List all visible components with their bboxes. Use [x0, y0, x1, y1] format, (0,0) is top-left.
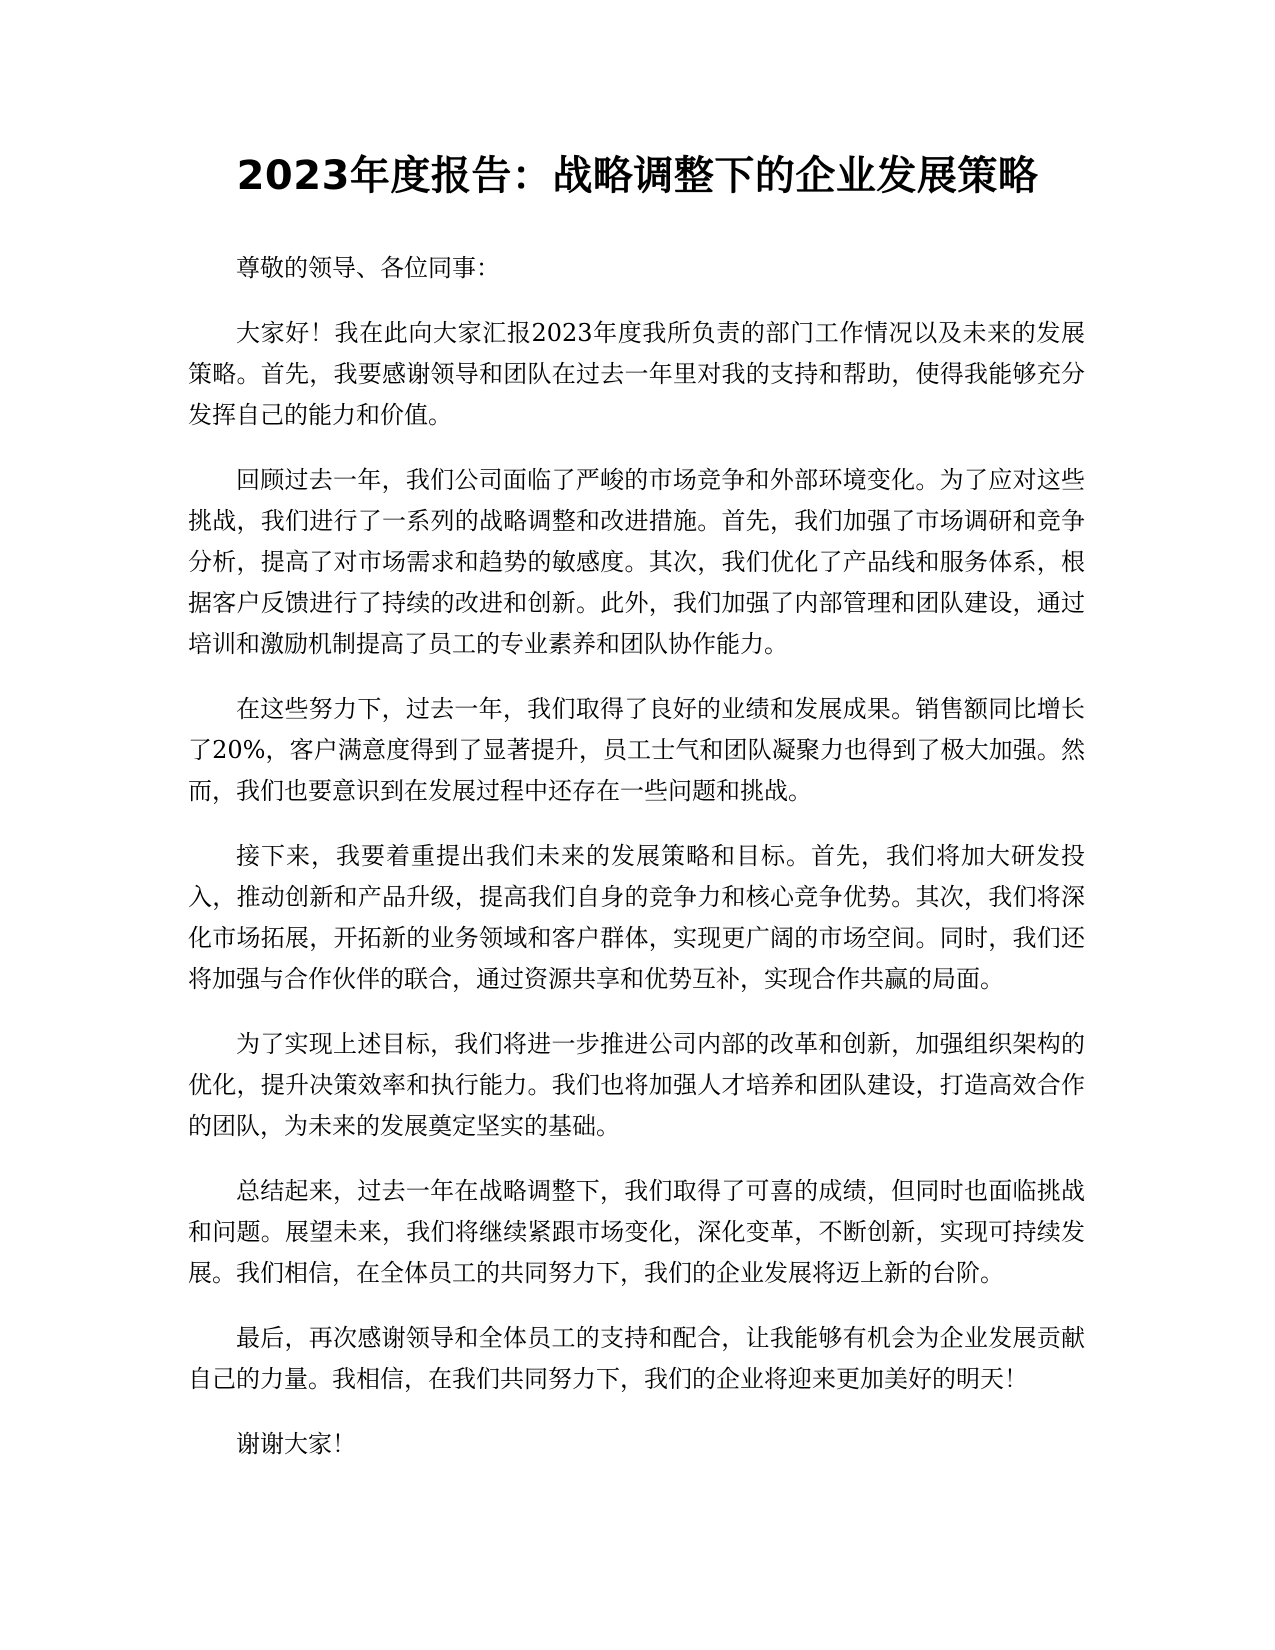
paragraph-strategy: 接下来，我要着重提出我们未来的发展策略和目标。首先，我们将加大研发投入，推动创新和产品升级，提高我们自身的竞争力和核心竞争优势。其次，我们将深化市场拓展，开拓新的业务领域和客户群体，实现更广阔的市场空间。同时，我们还将加强与合作伙伴的联合，通过资源共享和优势互补，实现合作共赢的局面。	[188, 842, 1085, 993]
paragraph-review: 回顾过去一年，我们公司面临了严峻的市场竞争和外部环境变化。为了应对这些挑战，我们进行了一系列的战略调整和改进措施。首先，我们加强了市场调研和竞争分析，提高了对市场需求和趋势的敏感度。其次，我们优化了产品线和服务体系，根据客户反馈进行了持续的改进和创新。此外，我们加强了内部管理和团队建设，通过培训和激励机制提高了员工的专业素养和团队协作能力。	[188, 466, 1085, 658]
paragraph-greeting: 大家好！我在此向大家汇报2023年度我所负责的部门工作情况以及未来的发展策略。首先，我要感谢领导和团队在过去一年里对我的支持和帮助，使得我能够充分发挥自己的能力和价值。	[188, 319, 1085, 429]
paragraph-summary: 总结起来，过去一年在战略调整下，我们取得了可喜的成绩，但同时也面临挑战和问题。展望未来，我们将继续紧跟市场变化，深化变革，不断创新，实现可持续发展。我们相信，在全体员工的共同努力下，我们的企业发展将迈上新的台阶。	[188, 1177, 1085, 1287]
paragraph-results: 在这些努力下，过去一年，我们取得了良好的业绩和发展成果。销售额同比增长了20%，客户满意度得到了显著提升，员工士气和团队凝聚力也得到了极大加强。然而，我们也要意识到在发展过程中还存在一些问题和挑战。	[188, 695, 1085, 805]
document-body	[188, 248, 1085, 1489]
paragraph-implementation: 为了实现上述目标，我们将进一步推进公司内部的改革和创新，加强组织架构的优化，提升决策效率和执行能力。我们也将加强人才培养和团队建设，打造高效合作的团队，为未来的发展奠定坚实的基础。	[188, 1030, 1085, 1140]
paragraph-thanks: 最后，再次感谢领导和全体员工的支持和配合，让我能够有机会为企业发展贡献自己的力量。我相信，在我们共同努力下，我们的企业将迎来更加美好的明天！	[188, 1324, 1085, 1393]
document-title: 2023年度报告：战略调整下的企业发展策略	[236, 153, 1039, 199]
closing: 谢谢大家！	[236, 1430, 356, 1458]
salutation: 尊敬的领导、各位同事：	[236, 254, 500, 282]
